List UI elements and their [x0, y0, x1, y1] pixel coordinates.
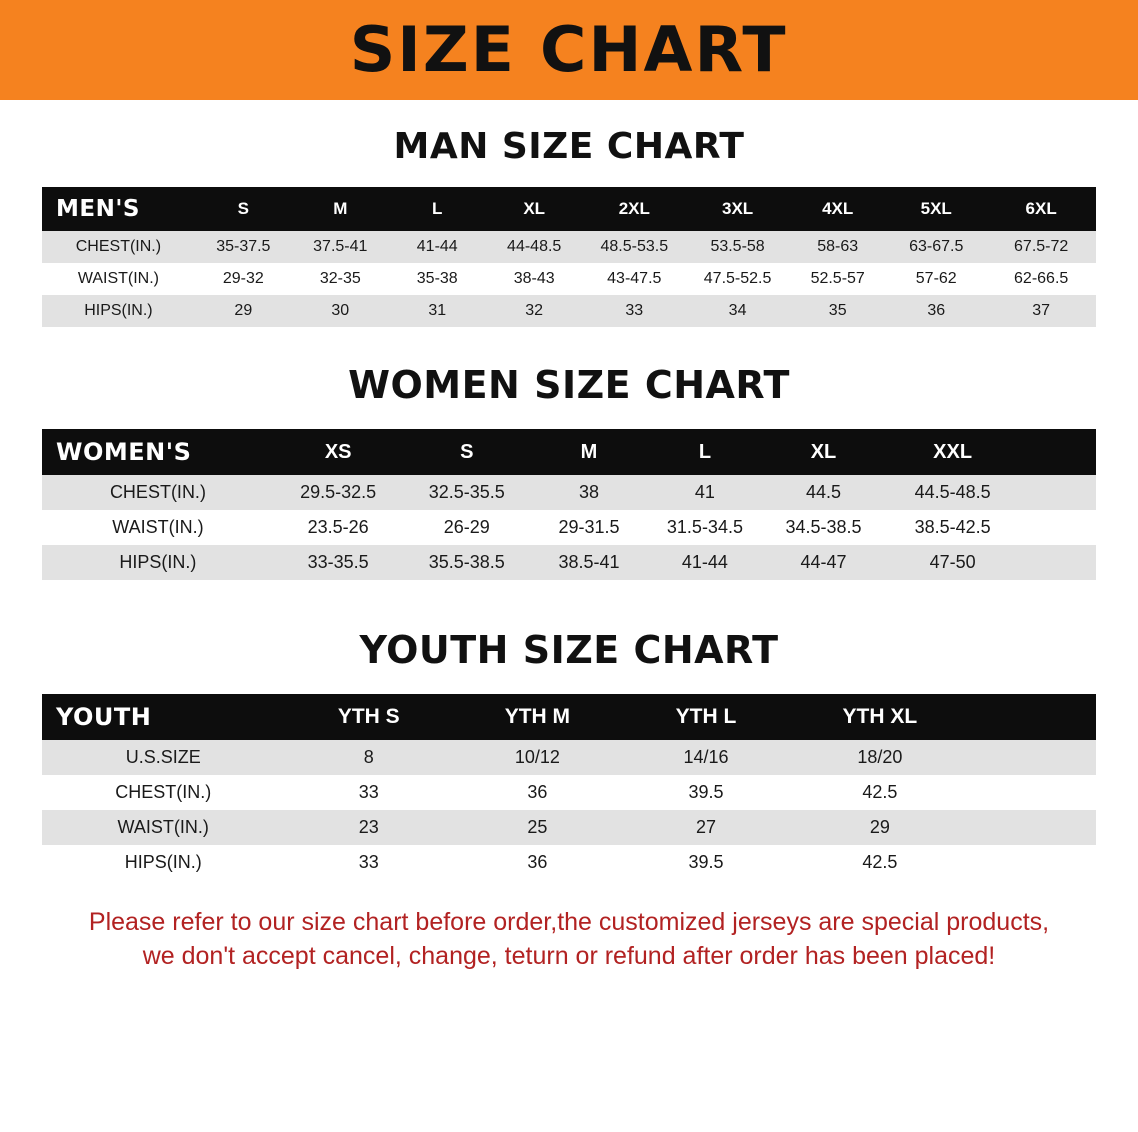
- table-cell: 34: [686, 295, 789, 327]
- table-cell: 41: [647, 475, 763, 510]
- banner-title: SIZE CHART: [350, 13, 788, 86]
- table-cell: 37.5-41: [292, 231, 389, 263]
- table-cell: 41-44: [389, 231, 486, 263]
- header-cell: [1021, 429, 1096, 475]
- table-cell: 33: [284, 845, 453, 880]
- table-cell: 34.5-38.5: [763, 510, 884, 545]
- table-cell: [969, 845, 1096, 880]
- row-label: HIPS(IN.): [42, 545, 274, 580]
- header-cell: YTH M: [504, 705, 571, 728]
- table-row: [42, 810, 1096, 845]
- man-section-title: MAN SIZE CHART: [393, 126, 745, 167]
- table-cell: 27: [622, 810, 791, 845]
- disclaimer-line-2: we don't accept cancel, change, teturn or refund after order has been placed!: [142, 941, 996, 970]
- table-cell: 29.5-32.5: [274, 475, 403, 510]
- women-size-table: [42, 429, 1096, 580]
- table-cell: 32-35: [292, 263, 389, 295]
- table-cell: 33: [284, 775, 453, 810]
- table-cell: 23: [284, 810, 453, 845]
- table-cell: 47-50: [884, 545, 1021, 580]
- table-cell: 31: [389, 295, 486, 327]
- header-cell: 2XL: [618, 199, 650, 218]
- women-table-wrap: [42, 429, 1096, 580]
- table-cell: 30: [292, 295, 389, 327]
- header-cell: 3XL: [721, 199, 754, 218]
- table-cell: 25: [453, 810, 622, 845]
- header-cell: XXL: [933, 440, 973, 463]
- table-header-row: [42, 694, 1096, 740]
- header-cell: L: [698, 440, 712, 463]
- header-cell: YTH XL: [842, 705, 918, 728]
- header-cell: S: [460, 440, 474, 463]
- table-cell: [969, 740, 1096, 775]
- disclaimer-line-1: Please refer to our size chart before order,the customized jerseys are special products,: [88, 908, 1050, 936]
- table-cell: 44.5-48.5: [884, 475, 1021, 510]
- table-cell: 29-31.5: [531, 510, 647, 545]
- table-row: [42, 295, 1096, 327]
- table-cell: 39.5: [622, 775, 791, 810]
- table-cell: [1021, 510, 1096, 545]
- header-cell: L: [432, 199, 443, 218]
- header-cell: 4XL: [822, 199, 854, 218]
- table-cell: 18/20: [790, 740, 969, 775]
- table-cell: 37: [986, 295, 1096, 327]
- youth-table-wrap: [42, 694, 1096, 880]
- header-cell: YTH L: [675, 705, 737, 728]
- man-size-table: [42, 187, 1096, 327]
- table-cell: 29: [790, 810, 969, 845]
- table-cell: 32: [486, 295, 583, 327]
- table-cell: 44-47: [763, 545, 884, 580]
- header-cell: WOMEN'S: [56, 438, 192, 466]
- table-cell: 52.5-57: [789, 263, 886, 295]
- table-cell: [1021, 475, 1096, 510]
- table-row: [42, 263, 1096, 295]
- table-cell: 38.5-42.5: [884, 510, 1021, 545]
- table-cell: 38.5-41: [531, 545, 647, 580]
- disclaimer-note: [40, 906, 1098, 974]
- row-label: HIPS(IN.): [42, 845, 284, 880]
- banner: [0, 0, 1138, 100]
- table-row: [42, 845, 1096, 880]
- row-label: CHEST(IN.): [42, 231, 195, 263]
- row-label: HIPS(IN.): [42, 295, 195, 327]
- table-cell: 29-32: [195, 263, 292, 295]
- header-cell: M: [580, 440, 598, 463]
- table-cell: 44-48.5: [486, 231, 583, 263]
- table-cell: 10/12: [453, 740, 622, 775]
- row-label: CHEST(IN.): [42, 475, 274, 510]
- man-table-wrap: [42, 187, 1096, 327]
- table-cell: 35.5-38.5: [402, 545, 531, 580]
- table-header-row: [42, 429, 1096, 475]
- table-cell: 32.5-35.5: [402, 475, 531, 510]
- header-cell: XS: [324, 440, 352, 463]
- row-label: U.S.SIZE: [42, 740, 284, 775]
- table-row: [42, 510, 1096, 545]
- table-cell: 36: [886, 295, 986, 327]
- header-cell: S: [237, 199, 249, 218]
- row-label: WAIST(IN.): [42, 510, 274, 545]
- table-cell: 14/16: [622, 740, 791, 775]
- table-cell: 35-37.5: [195, 231, 292, 263]
- header-cell: YOUTH: [56, 703, 152, 731]
- table-cell: 39.5: [622, 845, 791, 880]
- table-cell: 44.5: [763, 475, 884, 510]
- table-cell: 38-43: [486, 263, 583, 295]
- table-cell: 42.5: [790, 775, 969, 810]
- youth-section-title: YOUTH SIZE CHART: [359, 628, 779, 672]
- header-cell: YTH S: [337, 705, 400, 728]
- table-cell: 36: [453, 845, 622, 880]
- table-cell: 26-29: [402, 510, 531, 545]
- table-row: [42, 475, 1096, 510]
- table-row: [42, 740, 1096, 775]
- table-cell: 35-38: [389, 263, 486, 295]
- table-cell: 53.5-58: [686, 231, 789, 263]
- table-header-row: [42, 187, 1096, 231]
- table-cell: 8: [284, 740, 453, 775]
- table-cell: 47.5-52.5: [686, 263, 789, 295]
- row-label: CHEST(IN.): [42, 775, 284, 810]
- table-cell: [969, 775, 1096, 810]
- table-cell: [1021, 545, 1096, 580]
- row-label: WAIST(IN.): [42, 263, 195, 295]
- table-cell: 29: [195, 295, 292, 327]
- table-cell: 67.5-72: [986, 231, 1096, 263]
- header-cell: 6XL: [1025, 199, 1057, 218]
- header-cell: MEN'S: [56, 196, 140, 222]
- table-cell: 48.5-53.5: [583, 231, 686, 263]
- table-cell: 42.5: [790, 845, 969, 880]
- table-cell: 23.5-26: [274, 510, 403, 545]
- youth-size-table: [42, 694, 1096, 880]
- table-cell: 38: [531, 475, 647, 510]
- table-cell: 36: [453, 775, 622, 810]
- table-cell: [969, 810, 1096, 845]
- table-cell: 41-44: [647, 545, 763, 580]
- table-cell: 57-62: [886, 263, 986, 295]
- table-cell: 63-67.5: [886, 231, 986, 263]
- table-cell: 33: [583, 295, 686, 327]
- header-cell: M: [333, 199, 348, 218]
- table-cell: 62-66.5: [986, 263, 1096, 295]
- table-cell: 43-47.5: [583, 263, 686, 295]
- table-cell: 35: [789, 295, 886, 327]
- header-cell: [969, 694, 1096, 740]
- table-row: [42, 775, 1096, 810]
- row-label: WAIST(IN.): [42, 810, 284, 845]
- table-cell: 58-63: [789, 231, 886, 263]
- table-cell: 33-35.5: [274, 545, 403, 580]
- table-cell: 31.5-34.5: [647, 510, 763, 545]
- table-row: [42, 231, 1096, 263]
- header-cell: 5XL: [920, 199, 952, 218]
- header-cell: XL: [810, 440, 837, 463]
- table-row: [42, 545, 1096, 580]
- header-cell: XL: [523, 199, 546, 218]
- women-section-title: WOMEN SIZE CHART: [348, 363, 790, 407]
